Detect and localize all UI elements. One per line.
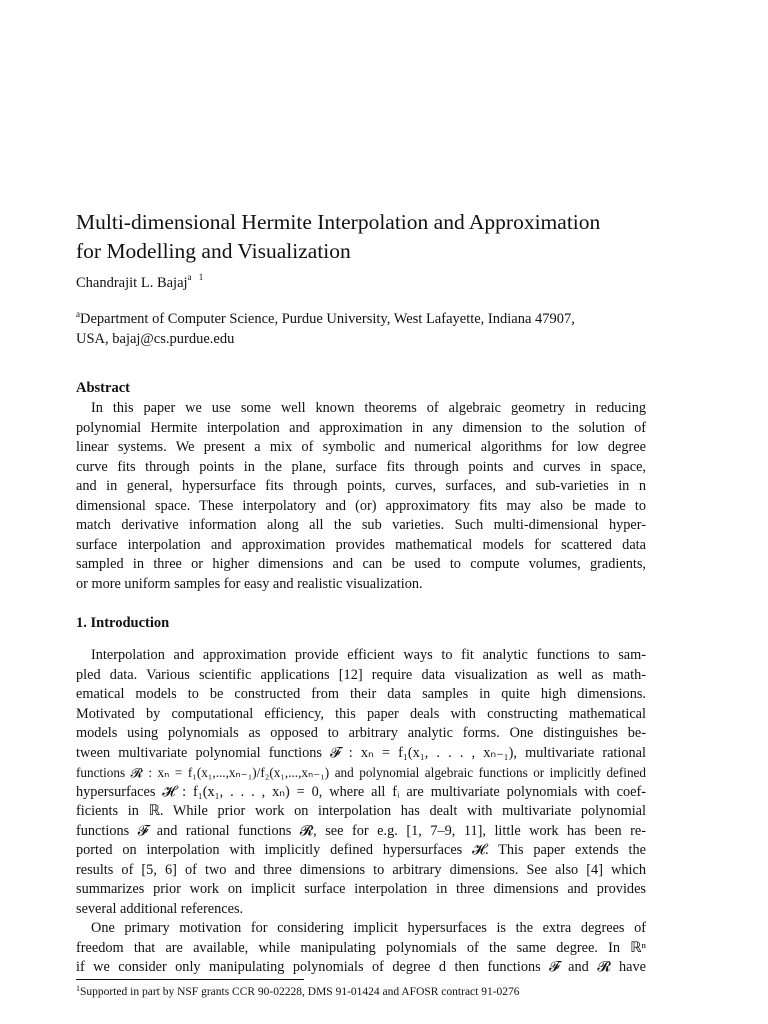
introduction-heading: 1. Introduction bbox=[76, 615, 170, 631]
paper-title bbox=[76, 208, 696, 266]
abstract-line: dimensional space. These interpolatory and (or) approximatory fits may also be made to bbox=[76, 497, 646, 514]
abstract-line: or more uniform samples for easy and realistic visualization. bbox=[76, 575, 423, 592]
author-line bbox=[76, 272, 203, 292]
introduction-body bbox=[76, 646, 646, 978]
title-line-1: Multi-dimensional Hermite Interpolation and Approximation bbox=[76, 210, 601, 234]
intro-line: hypersurfaces 𝓗 : f₁(x₁, . . . , xₙ) = 0, where all fᵢ are multivariate polynomials with coef- bbox=[76, 783, 646, 800]
intro-line: results of [5, 6] of two and three dimensions to arbitrary dimensions. See also [4] which bbox=[76, 861, 646, 878]
intro-line: summarizes prior work on implicit surface interpolation in three dimensions and provides bbox=[76, 881, 646, 897]
intro-line: freedom that are available, while manipulating polynomials of the same degree. In ℝⁿ bbox=[76, 939, 646, 956]
intro-line: pled data. Various scientific applications [12] require data visualization as well as math- bbox=[76, 666, 646, 683]
abstract-line: In this paper we use some well known theorems of algebraic geometry in reducing bbox=[91, 400, 646, 416]
intro-line: several additional references. bbox=[76, 900, 244, 917]
abstract-line: match derivative information along all the sub varieties. Such multi-dimensional hyper- bbox=[76, 517, 646, 533]
intro-line: ported on interpolation with implicitly defined hypersurfaces 𝓗. This paper extends the bbox=[76, 842, 646, 858]
abstract-line: sampled in three or higher dimensions and can be used to compute volumes, gradients, bbox=[76, 556, 646, 572]
author-affil-mark: a bbox=[187, 272, 192, 282]
footnote-text: Supported in part by NSF grants CCR 90-02228, DMS 91-01424 and AFOSR contract 91-0276 bbox=[80, 986, 520, 998]
intro-line: models using polynomials as opposed to arbitrary analytic forms. One distinguishes be- bbox=[76, 725, 646, 741]
abstract-heading: Abstract bbox=[76, 380, 130, 396]
intro-line: functions 𝓕 and rational functions 𝓡, see for e.g. [1, 7–9, 11], little work has been re- bbox=[76, 822, 646, 839]
affiliation-line-2: USA, bajaj@cs.purdue.edu bbox=[76, 331, 235, 347]
affiliation-line-1: Department of Computer Science, Purdue University, West Lafayette, Indiana 47907, bbox=[80, 311, 575, 327]
abstract-line: linear systems. We present a mix of symbolic and numerical algorithms for low degree bbox=[76, 439, 646, 455]
intro-line: functions 𝓡 : xₙ = f₁(x₁,...,xₙ₋₁)/f₂(x₁,...,xₙ₋₁) and polynomial algebraic functions or implicitly defined bbox=[76, 765, 646, 780]
intro-line: One primary motivation for considering implicit hypersurfaces is the extra degrees of bbox=[91, 920, 646, 936]
footnote-mark: 1 bbox=[76, 984, 80, 993]
footnote-rule bbox=[76, 979, 304, 980]
footnote bbox=[76, 984, 520, 998]
abstract-line: and in general, hypersurface fits through points, curves, surfaces, and sub-varieties in n bbox=[76, 478, 646, 494]
intro-line: tween multivariate polynomial functions 𝓕 : xₙ = f₁(x₁, . . . , xₙ₋₁), multivariate rational bbox=[76, 744, 646, 761]
intro-line: Interpolation and approximation provide efficient ways to fit analytic functions to sam- bbox=[91, 647, 646, 663]
affiliation-mark: a bbox=[76, 309, 80, 319]
affiliation bbox=[76, 304, 656, 349]
intro-line: ematical models to be constructed from their data samples in quite high dimensions. bbox=[76, 686, 646, 702]
author-name: Chandrajit L. Bajaj bbox=[76, 275, 188, 291]
abstract-line: surface interpolation and approximation provides mathematical models for scattered data bbox=[76, 536, 646, 553]
abstract-line: curve fits through points in the plane, surface fits through points and curves in space, bbox=[76, 458, 646, 475]
intro-line: if we consider only manipulating polynomials of degree d then functions 𝓕 and 𝓡 have bbox=[76, 959, 646, 975]
title-line-2: for Modelling and Visualization bbox=[76, 239, 351, 263]
abstract-body bbox=[76, 399, 646, 594]
abstract-line: polynomial Hermite interpolation and approximation in any dimension to the solution of bbox=[76, 419, 646, 436]
intro-line: ficients in ℝ. While prior work on interpolation has dealt with multivariate polynomial bbox=[76, 803, 646, 819]
author-footnote-mark: 1 bbox=[198, 272, 204, 282]
intro-line: Motivated by computational efficiency, this paper deals with constructing mathematical bbox=[76, 705, 646, 722]
